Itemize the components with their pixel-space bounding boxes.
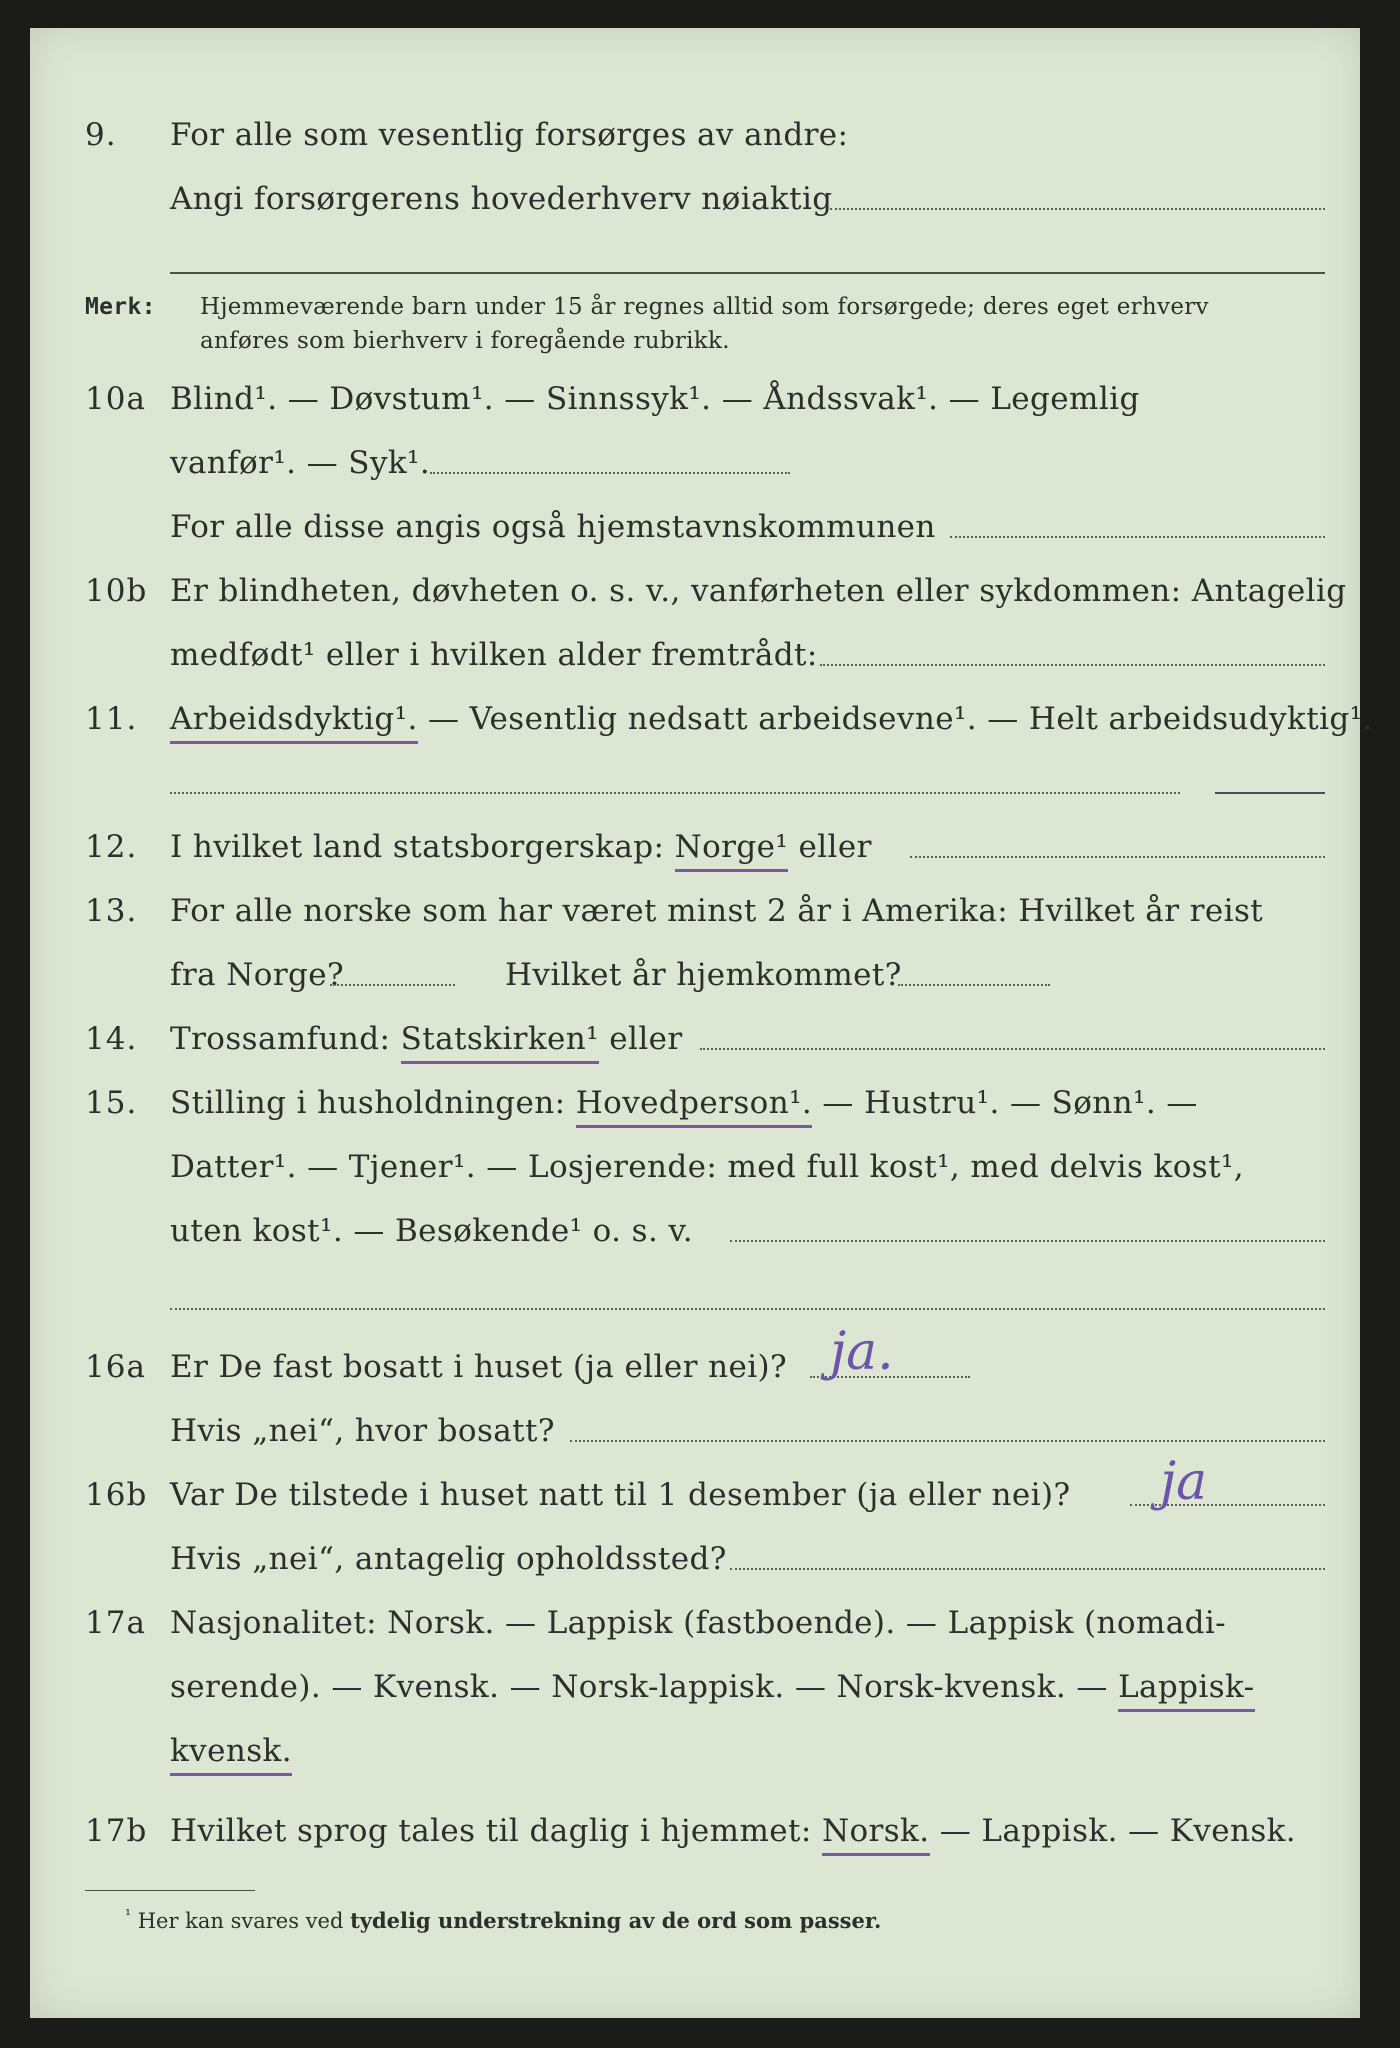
item-number-12: 12. (85, 829, 138, 865)
q17b-line (170, 1813, 1297, 1849)
q11-line (170, 701, 1373, 737)
q17a-line1: Nasjonalitet: Norsk. — Lappisk (fastboende). — Lappisk (nomadi- (170, 1605, 1227, 1641)
item-number-10b: 10b (85, 573, 148, 609)
q16a-answer-line-2[interactable] (570, 1440, 1325, 1442)
item-number-9: 9. (85, 117, 117, 153)
item-number-13: 13. (85, 893, 138, 929)
q17a-underlined-option-b[interactable]: kvensk. (170, 1733, 292, 1776)
q15-line2: Datter¹. — Tjener¹. — Losjerende: med full kost¹, med delvis kost¹, (170, 1149, 1245, 1185)
q15-answer-line[interactable] (730, 1240, 1325, 1242)
item-number-11: 11. (85, 701, 138, 737)
item-number-16a: 16a (85, 1349, 146, 1385)
q17a-line3 (170, 1733, 292, 1769)
item-number-17b: 17b (85, 1813, 148, 1849)
q15-pre: Stilling i husholdningen: (170, 1085, 576, 1121)
q10a-answer-line[interactable] (430, 472, 790, 474)
q14-answer-line[interactable] (700, 1048, 1325, 1050)
q17b-pre: Hvilket sprog tales til daglig i hjemmet: (170, 1813, 822, 1849)
item-number-15: 15. (85, 1085, 138, 1121)
q16b-handwritten-answer: ja (1160, 1452, 1208, 1512)
q16a-line2: Hvis „nei“, hvor bosatt? (170, 1413, 555, 1449)
q10a-line2: vanfør¹. — Syk¹. (170, 445, 431, 481)
merk-line1: Hjemmeværende barn under 15 år regnes alltid som forsørgede; deres eget erhverv (200, 294, 1209, 320)
q15-answer-line-2[interactable] (170, 1308, 1325, 1310)
q9-answer-line[interactable] (830, 208, 1325, 210)
q10b-line2: medfødt¹ eller i hvilken alder fremtrådt: (170, 637, 818, 673)
footnote-text: Her kan svares ved (137, 1909, 351, 1933)
q11-underlined-option[interactable]: Arbeidsdyktig¹. (170, 701, 418, 744)
q11-answer-line-end (1215, 792, 1325, 794)
q13-answer-line-1[interactable] (330, 984, 455, 986)
q17a-underlined-option-a[interactable]: Lappisk- (1118, 1669, 1255, 1712)
q13-answer-line-2[interactable] (898, 984, 1050, 986)
q17b-underlined-option[interactable]: Norsk. (822, 1813, 930, 1856)
q14-pre: Trossamfund: (170, 1021, 401, 1057)
q10a-line1: Blind¹. — Døvstum¹. — Sinnssyk¹. — Åndssvak¹. — Legemlig (170, 381, 1140, 417)
q17a-line2 (170, 1669, 1255, 1705)
q9-line2: Angi forsørgerens hovederhverv nøiaktig (170, 181, 833, 217)
item-number-14: 14. (85, 1021, 138, 1057)
q12-post: eller (788, 829, 872, 865)
q16b-line2: Hvis „nei“, antagelig opholdssted? (170, 1541, 727, 1577)
q9-answer-line-2[interactable] (170, 272, 1325, 274)
footnote-rule (85, 1890, 255, 1891)
q10a-line3: For alle disse angis også hjemstavnskommunen (170, 509, 936, 545)
q11-answer-line[interactable] (170, 792, 1180, 794)
merk-line2: anføres som bierhverv i foregående rubrikk. (200, 328, 730, 354)
q13-line1: For alle norske som har været minst 2 år i Amerika: Hvilket år reist (170, 893, 1264, 929)
item-number-10a: 10a (85, 381, 146, 417)
q16a-handwritten-answer: ja. (830, 1322, 894, 1382)
q16a-line1: Er De fast bosatt i huset (ja eller nei)? (170, 1349, 788, 1385)
q9-line1: For alle som vesentlig forsørges av andre: (170, 117, 849, 153)
item-number-16b: 16b (85, 1477, 148, 1513)
q15-underlined-option[interactable]: Hovedperson¹. (576, 1085, 812, 1128)
q15-post: — Hustru¹. — Sønn¹. — (812, 1085, 1198, 1121)
q12-underlined-option[interactable]: Norge¹ (675, 829, 789, 872)
q17a-line2-text: serende). — Kvensk. — Norsk-lappisk. — Norsk-kvensk. — (170, 1669, 1119, 1705)
q10b-answer-line[interactable] (820, 664, 1325, 666)
merk-label-text: Merk: (85, 294, 156, 320)
q14-post: eller (599, 1021, 683, 1057)
q13-line2a: fra Norge? (170, 957, 345, 993)
q14-line (170, 1021, 683, 1057)
q12-answer-line[interactable] (910, 856, 1325, 858)
q14-underlined-option[interactable]: Statskirken¹ (401, 1021, 599, 1064)
footnote-mark: ¹ (125, 1906, 132, 1924)
q16b-answer-line-2[interactable] (730, 1568, 1325, 1570)
census-form-page (30, 28, 1373, 2018)
q10a-answer-line-2[interactable] (950, 536, 1325, 538)
q12-pre: I hvilket land statsborgerskap: (170, 829, 675, 865)
q12-line (170, 829, 872, 865)
q13-line2b: Hvilket år hjemkommet? (505, 957, 902, 993)
footnote (125, 1908, 881, 1932)
q17b-post: — Lappisk. — Kvensk. (929, 1813, 1297, 1849)
q15-line3: uten kost¹. — Besøkende¹ o. s. v. (170, 1213, 693, 1249)
item-number-17a: 17a (85, 1605, 146, 1641)
q11-rest: — Vesentlig nedsatt arbeidsevne¹. — Helt arbeidsudyktig¹. (417, 701, 1373, 737)
q16b-line1: Var De tilstede i huset natt til 1 desember (ja eller nei)? (170, 1477, 1071, 1513)
footnote-bold-text: tydelig understrekning av de ord som passer. (350, 1908, 882, 1933)
q10b-line1: Er blindheten, døvheten o. s. v., vanførheten eller sykdommen: Antagelig (170, 573, 1347, 609)
q15-line1 (170, 1085, 1198, 1121)
